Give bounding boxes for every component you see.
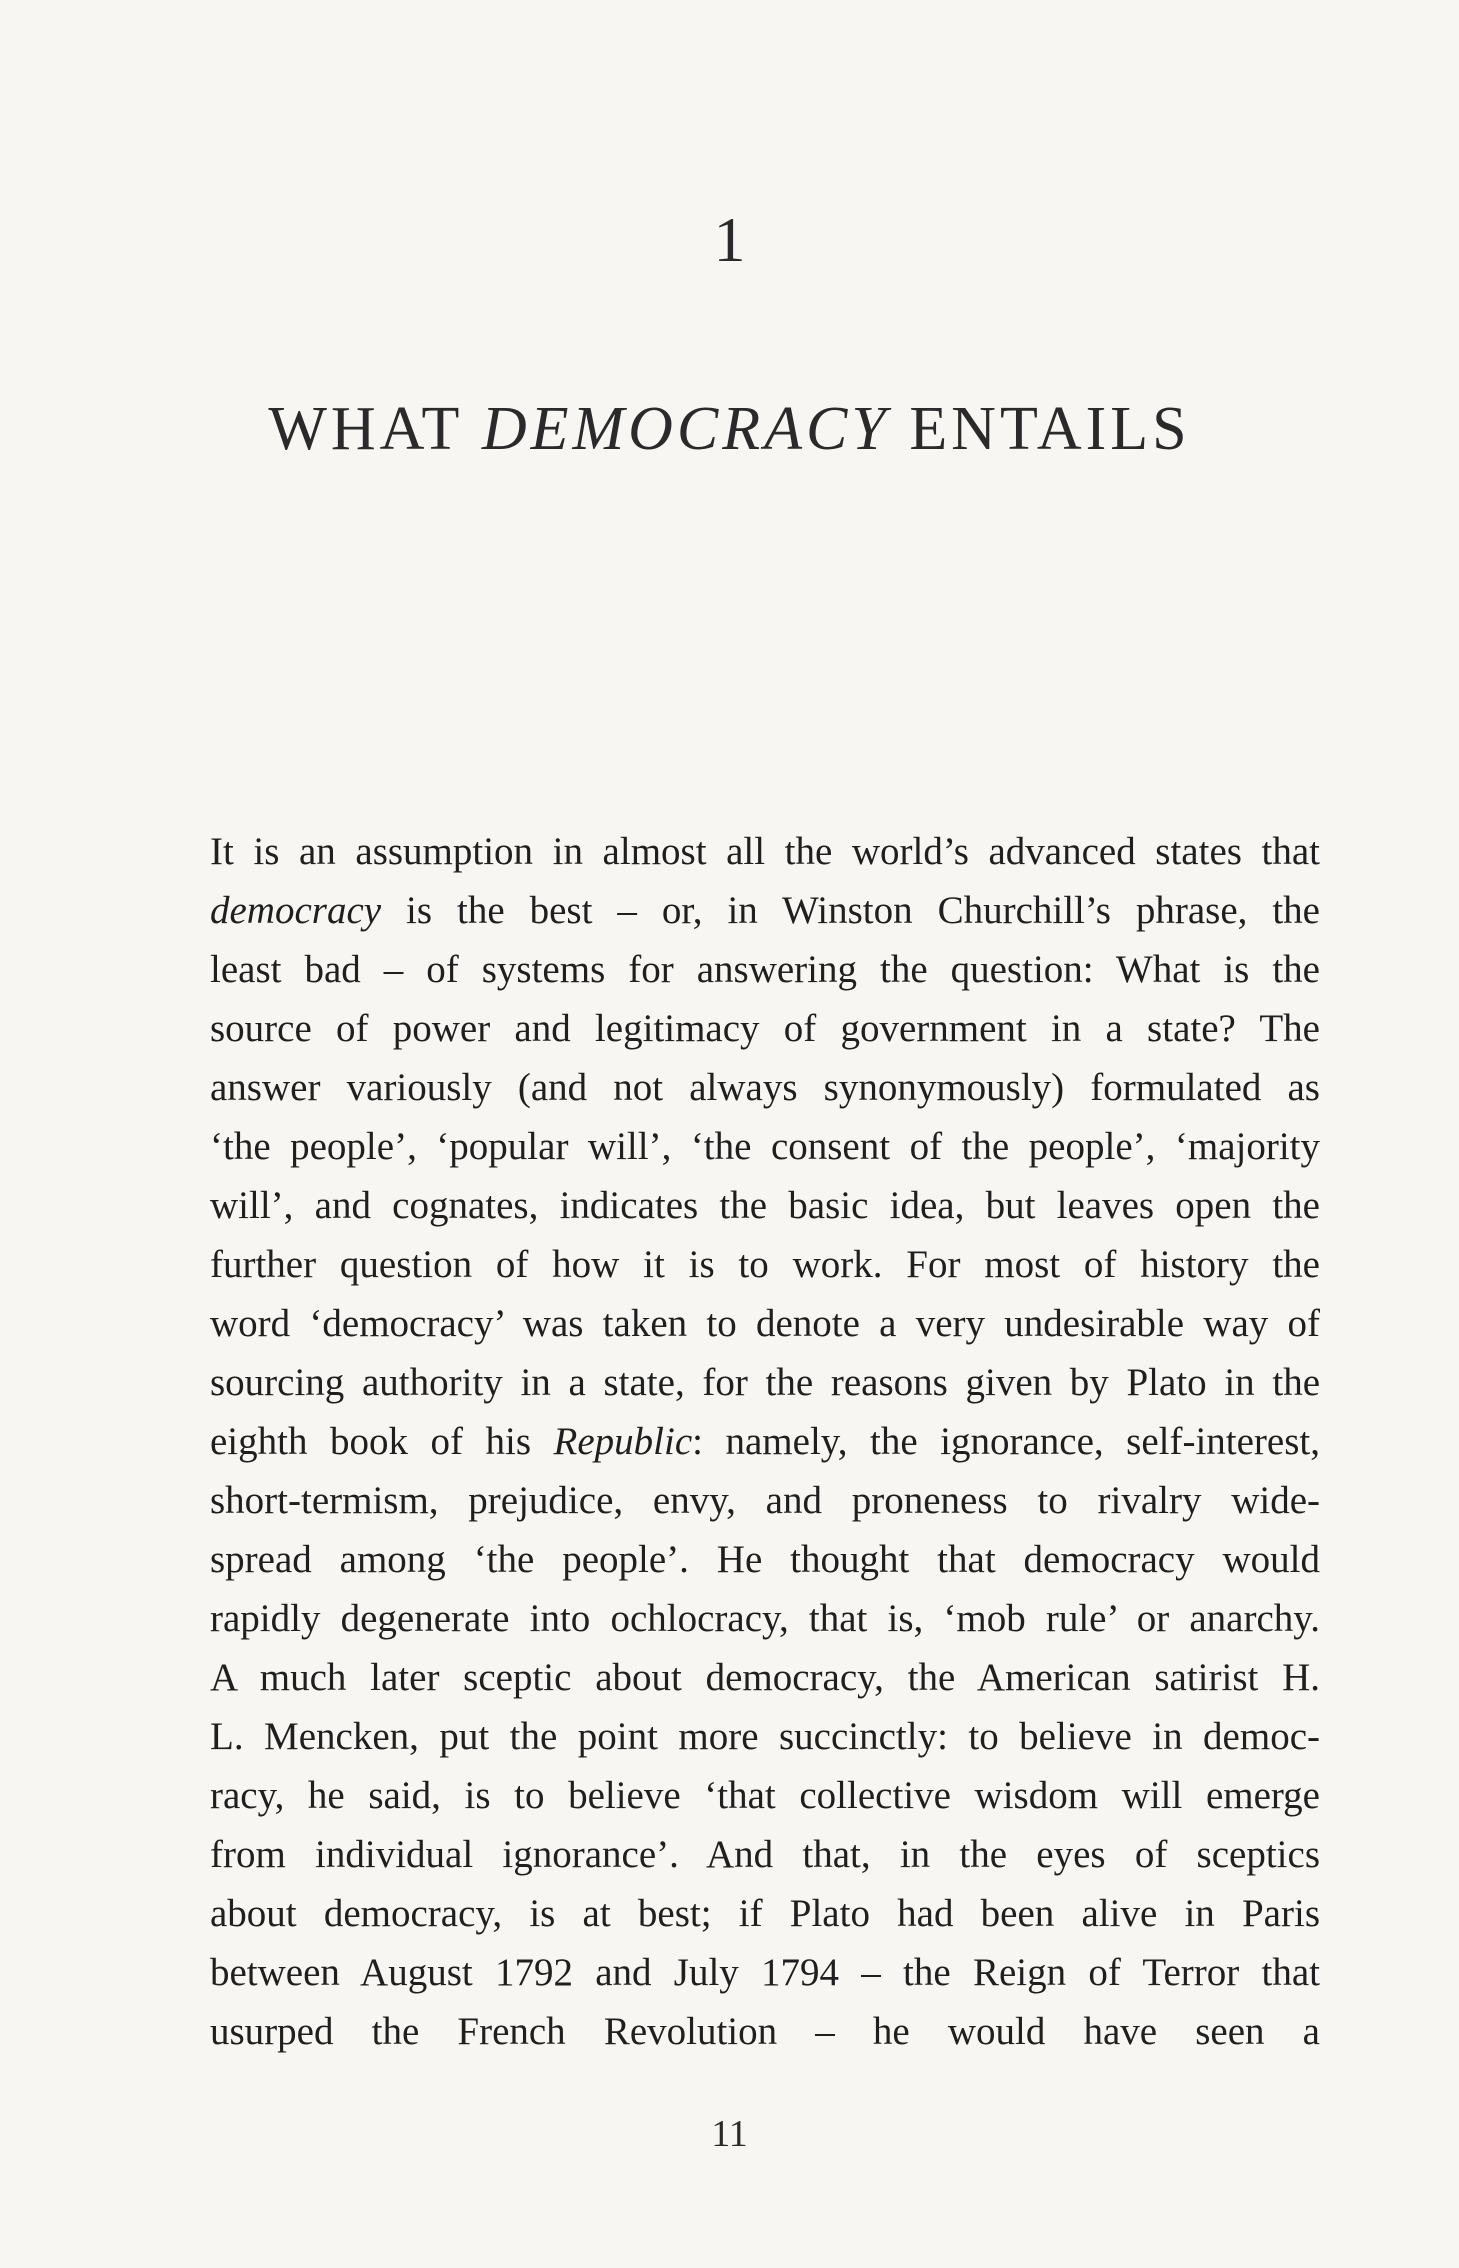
chapter-title [0, 392, 1459, 466]
text-line: spread among ‘the people’. He thought that democracy would [210, 1538, 1320, 1581]
text-line: A much later sceptic about democracy, the American satirist H. [210, 1656, 1320, 1699]
italic-term: democracy [210, 889, 382, 932]
chapter-title-suffix: ENTAILS [889, 395, 1191, 463]
text-line: source of power and legitimacy of government in a state? The [210, 1007, 1320, 1050]
text-line: from individual ignorance’. And that, in the eyes of sceptics [210, 1833, 1320, 1876]
chapter-title-italic: DEMOCRACY [481, 395, 890, 463]
chapter-number: 1 [713, 204, 746, 275]
chapter-title-prefix: WHAT [268, 395, 482, 463]
text-line: sourcing authority in a state, for the reasons given by Plato in the [210, 1361, 1320, 1404]
text-line: rapidly degenerate into ochlocracy, that is, ‘mob rule’ or anarchy. [210, 1597, 1320, 1640]
text-line [210, 881, 1320, 940]
text-line: usurped the French Revolution – he would have seen a [210, 2010, 1320, 2053]
text-line: least bad – of systems for answering the question: What is the [210, 948, 1320, 991]
text-fragment: eighth book of his [210, 1420, 554, 1463]
text-line: further question of how it is to work. For most of history the [210, 1243, 1320, 1286]
text-line: word ‘democracy’ was taken to denote a very undesirable way of [210, 1302, 1320, 1345]
text-line: between August 1792 and July 1794 – the Reign of Terror that [210, 1951, 1320, 1994]
text-line: ‘the people’, ‘popular will’, ‘the consent of the people’, ‘majority [210, 1125, 1320, 1168]
italic-book-title: Republic [553, 1420, 693, 1463]
text-line: will’, and cognates, indicates the basic idea, but leaves open the [210, 1184, 1320, 1227]
text-line: L. Mencken, put the point more succinctly: to believe in democ- [210, 1715, 1320, 1758]
text-line [210, 1412, 1320, 1471]
text-line: It is an assumption in almost all the world’s advanced states that [210, 830, 1320, 873]
page-number: 11 [711, 2113, 748, 2155]
text-line: answer variously (and not always synonymously) formulated as [210, 1066, 1320, 1109]
text-line: about democracy, is at best; if Plato had been alive in Paris [210, 1892, 1320, 1935]
body-paragraph [210, 822, 1320, 2061]
text-fragment: is the best – or, in Winston Churchill’s phrase, the [381, 889, 1320, 932]
text-line: racy, he said, is to believe ‘that collective wisdom will emerge [210, 1774, 1320, 1817]
text-line: short-termism, prejudice, envy, and proneness to rivalry wide- [210, 1479, 1320, 1522]
text-fragment: : namely, the ignorance, self-interest, [692, 1420, 1320, 1463]
